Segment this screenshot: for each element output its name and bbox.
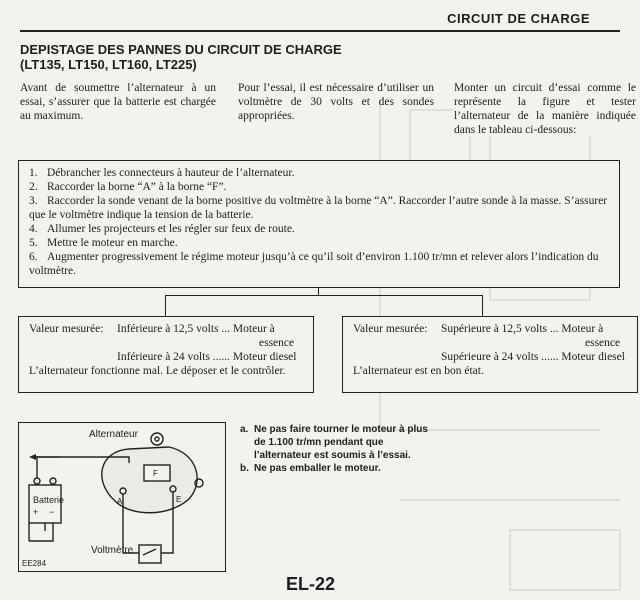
step-number: 5. xyxy=(29,237,38,249)
step-number: 3. xyxy=(29,195,38,207)
terminal-a-label: A xyxy=(117,497,123,506)
note-item-b xyxy=(240,462,440,475)
connector-down xyxy=(318,287,319,295)
alternator-pulley-mount xyxy=(151,433,163,445)
result-high-petrol-cont: essence xyxy=(585,337,621,349)
step-item-5 xyxy=(29,236,613,250)
step-item-1 xyxy=(29,166,613,180)
intro-column-2: Pour l’essai, il est nécessaire d’utiliser un voltmètre de 30 volts et des sondes appropriées. xyxy=(238,82,434,122)
section-title-text: DEPISTAGE DES PANNES DU CIRCUIT DE CHARGE xyxy=(20,42,342,57)
connector-left xyxy=(165,295,166,316)
step-number: 4. xyxy=(29,223,38,235)
header-title: CIRCUIT DE CHARGE xyxy=(447,11,590,26)
note-text: Ne pas emballer le moteur. xyxy=(254,463,381,474)
note-item-a xyxy=(240,423,440,462)
result-low-diesel: Inférieure à 24 volts ...... Moteur diesel xyxy=(117,351,297,363)
step-text: Raccorder la sonde venant de la borne positive du voltmètre à la borne “A”. Raccorder l’autre sonde à la masse. S’assurer que le voltmètre indique la tension de la batterie. xyxy=(29,195,608,221)
result-low-row1b xyxy=(29,336,305,350)
procedure-steps-box xyxy=(18,160,620,288)
result-high-label: Valeur mesurée: xyxy=(353,323,428,335)
section-title xyxy=(20,42,342,72)
step-text: Allumer les projecteurs et les régler sur feux de route. xyxy=(47,223,295,235)
procedure-steps-list xyxy=(29,166,613,278)
step-item-6 xyxy=(29,250,613,278)
step-number: 2. xyxy=(29,181,38,193)
connector-right xyxy=(482,295,483,316)
step-item-2 xyxy=(29,180,613,194)
result-low-row1 xyxy=(29,322,305,336)
section-subtitle: (LT135, LT150, LT160, LT225) xyxy=(20,57,197,72)
intro-column-3: Monter un circuit d’essai comme le représente la figure et tester l’alternateur de la manière indiquée dans le tableau ci-dessous: xyxy=(454,82,636,136)
voltmeter-symbol xyxy=(139,545,161,563)
warning-notes xyxy=(240,423,440,475)
page-header xyxy=(20,8,620,32)
step-item-3 xyxy=(29,194,613,222)
result-high-petrol: Supérieure à 12,5 volts ... Moteur à xyxy=(441,323,604,335)
result-low-petrol: Inférieure à 12,5 volts ... Moteur à xyxy=(117,323,275,335)
figure-code: EE284 xyxy=(22,559,47,568)
note-letter: b. xyxy=(240,463,249,474)
step-number: 6. xyxy=(29,251,38,263)
alternator-label: Alternateur xyxy=(89,429,138,440)
step-text: Mettre le moteur en marche. xyxy=(47,237,178,249)
result-box-high xyxy=(342,316,638,393)
step-text: Débrancher les connecteurs à hauteur de l’alternateur. xyxy=(47,167,295,179)
intro-column-1: Avant de soumettre l’alternateur à un essai, s’assurer que la batterie est chargée au maximum. xyxy=(20,82,216,122)
step-item-4 xyxy=(29,222,613,236)
result-high-diesel: Supérieure à 24 volts ...... Moteur diesel xyxy=(441,351,625,363)
page-number: EL-22 xyxy=(286,574,336,594)
note-text: Ne pas faire tourner le moteur à plus de 1.100 tr/mn pendant que l’alternateur est soumis à l’essai. xyxy=(254,424,428,461)
battery-plus-sign: + xyxy=(33,507,39,517)
result-high-row1b xyxy=(353,336,629,350)
result-low-label: Valeur mesurée: xyxy=(29,323,104,335)
step-number: 1. xyxy=(29,167,38,179)
battery-label: Batterie xyxy=(33,495,65,505)
battery-minus-sign: − xyxy=(49,507,55,517)
step-text: Raccorder la borne “A” à la borne “F”. xyxy=(47,181,227,193)
note-letter: a. xyxy=(240,424,249,435)
arrow-head xyxy=(29,454,36,460)
result-low-petrol-cont: essence xyxy=(259,337,295,349)
result-box-low xyxy=(18,316,314,393)
terminal-f-label: F xyxy=(153,469,158,478)
result-high-row2 xyxy=(353,350,629,364)
terminal-e-label: E xyxy=(176,495,182,504)
result-low-verdict: L’alternateur fonctionne mal. Le déposer et le contrôler. xyxy=(29,365,286,377)
alternator-pulley-hole xyxy=(155,437,159,441)
connector-horizontal xyxy=(165,295,483,296)
result-high-row1 xyxy=(353,322,629,336)
test-circuit-diagram xyxy=(18,422,226,572)
voltmeter-label: Voltmètre xyxy=(91,545,134,556)
step-text: Augmenter progressivement le régime moteur jusqu’à ce qu’il soit d’environ 1.100 tr/mn et relever alors l’indication du voltmètre. xyxy=(29,251,599,277)
result-low-row2 xyxy=(29,350,305,364)
result-high-verdict: L’alternateur est en bon état. xyxy=(353,365,484,377)
